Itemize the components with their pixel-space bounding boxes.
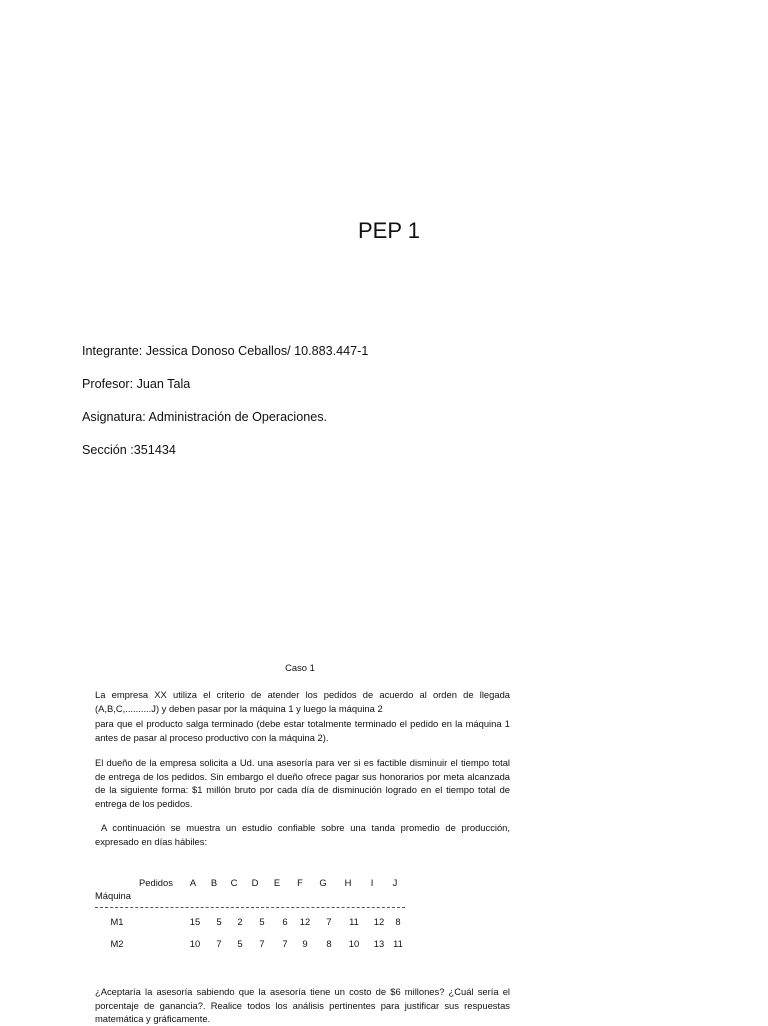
table-cell: 5 [237,938,243,949]
maquina-label: Máquina [95,890,131,901]
table-cell: 11 [349,916,359,927]
table-cell: 6 [282,916,288,927]
integrante-line: Integrante: Jessica Donoso Ceballos/ 10.883.447-1 [82,344,369,358]
table-cell: 7 [282,938,288,949]
paragraph-2: El dueño de la empresa solicita a Ud. una asesoría para ver si es factible disminuir el tiempo total de entrega de los pedidos. Sin embargo el dueño ofrece pagar sus honorarios por meta alcanzada de la siguiente forma: $1 millón bruto por cada día de disminución logrado en el tiempo total de entrega de los pedidos. [95,757,510,809]
table-cell: 2 [237,916,243,927]
col-header: G [319,877,327,888]
table-cell: 15 [189,916,201,927]
paragraph-3: A continuación se muestra un estudio confiable sobre una tanda promedio de producción, expresado en días hábiles: [95,822,510,847]
col-header: I [370,877,374,888]
table-cell: 10 [348,938,360,949]
table-cell: 10 [189,938,201,949]
col-header: A [189,877,197,888]
row-label: M2 [110,938,124,949]
table-cell: 5 [216,916,222,927]
asignatura-line: Asignatura: Administración de Operaciones. [82,410,328,424]
col-header: E [273,877,281,888]
paragraph-1a: La empresa XX utiliza el criterio de atender los pedidos de acuerdo al orden de llegada (A,B,C,..........J) y deben pasar por la máquina 1 y luego la máquina 2 [95,689,510,714]
paragraph-1b: para que el producto salga terminado (debe estar totalmente terminado el pedido en la máquina 1 antes de pasar al proceso productivo con la máquina 2). [95,718,510,743]
pedidos-label: Pedidos [139,877,173,888]
table-cell: 12 [299,916,311,927]
table-cell: 5 [259,916,265,927]
col-header: H [344,877,352,888]
table-cell: 12 [373,916,385,927]
table-cell: 8 [326,938,332,949]
table-cell: 9 [302,938,308,949]
table-cell: 7 [326,916,332,927]
paragraph-4: ¿Aceptaría la asesoría sabiendo que la asesoría tiene un costo de $6 millones? ¿Cuál sería el porcentaje de ganancia?. Realice todos los análisis pertinentes para justificar sus respuestas matemática y gráficamente. [95,986,510,1024]
table-cell: 13 [373,938,385,949]
dashed-divider [95,907,405,908]
profesor-line: Profesor: Juan Tala [82,377,191,391]
col-header: B [210,877,218,888]
table-cell: 11 [393,938,403,949]
table-cell: 8 [395,916,401,927]
col-header: D [251,877,259,888]
table-cell: 7 [259,938,265,949]
col-header: J [392,877,398,888]
seccion-line: Sección :351434 [82,443,176,457]
col-header: F [297,877,303,888]
page-title: PEP 1 [358,218,420,243]
table-cell: 7 [216,938,222,949]
col-header: C [230,877,238,888]
row-label: M1 [110,916,124,927]
caso-heading: Caso 1 [285,662,315,673]
